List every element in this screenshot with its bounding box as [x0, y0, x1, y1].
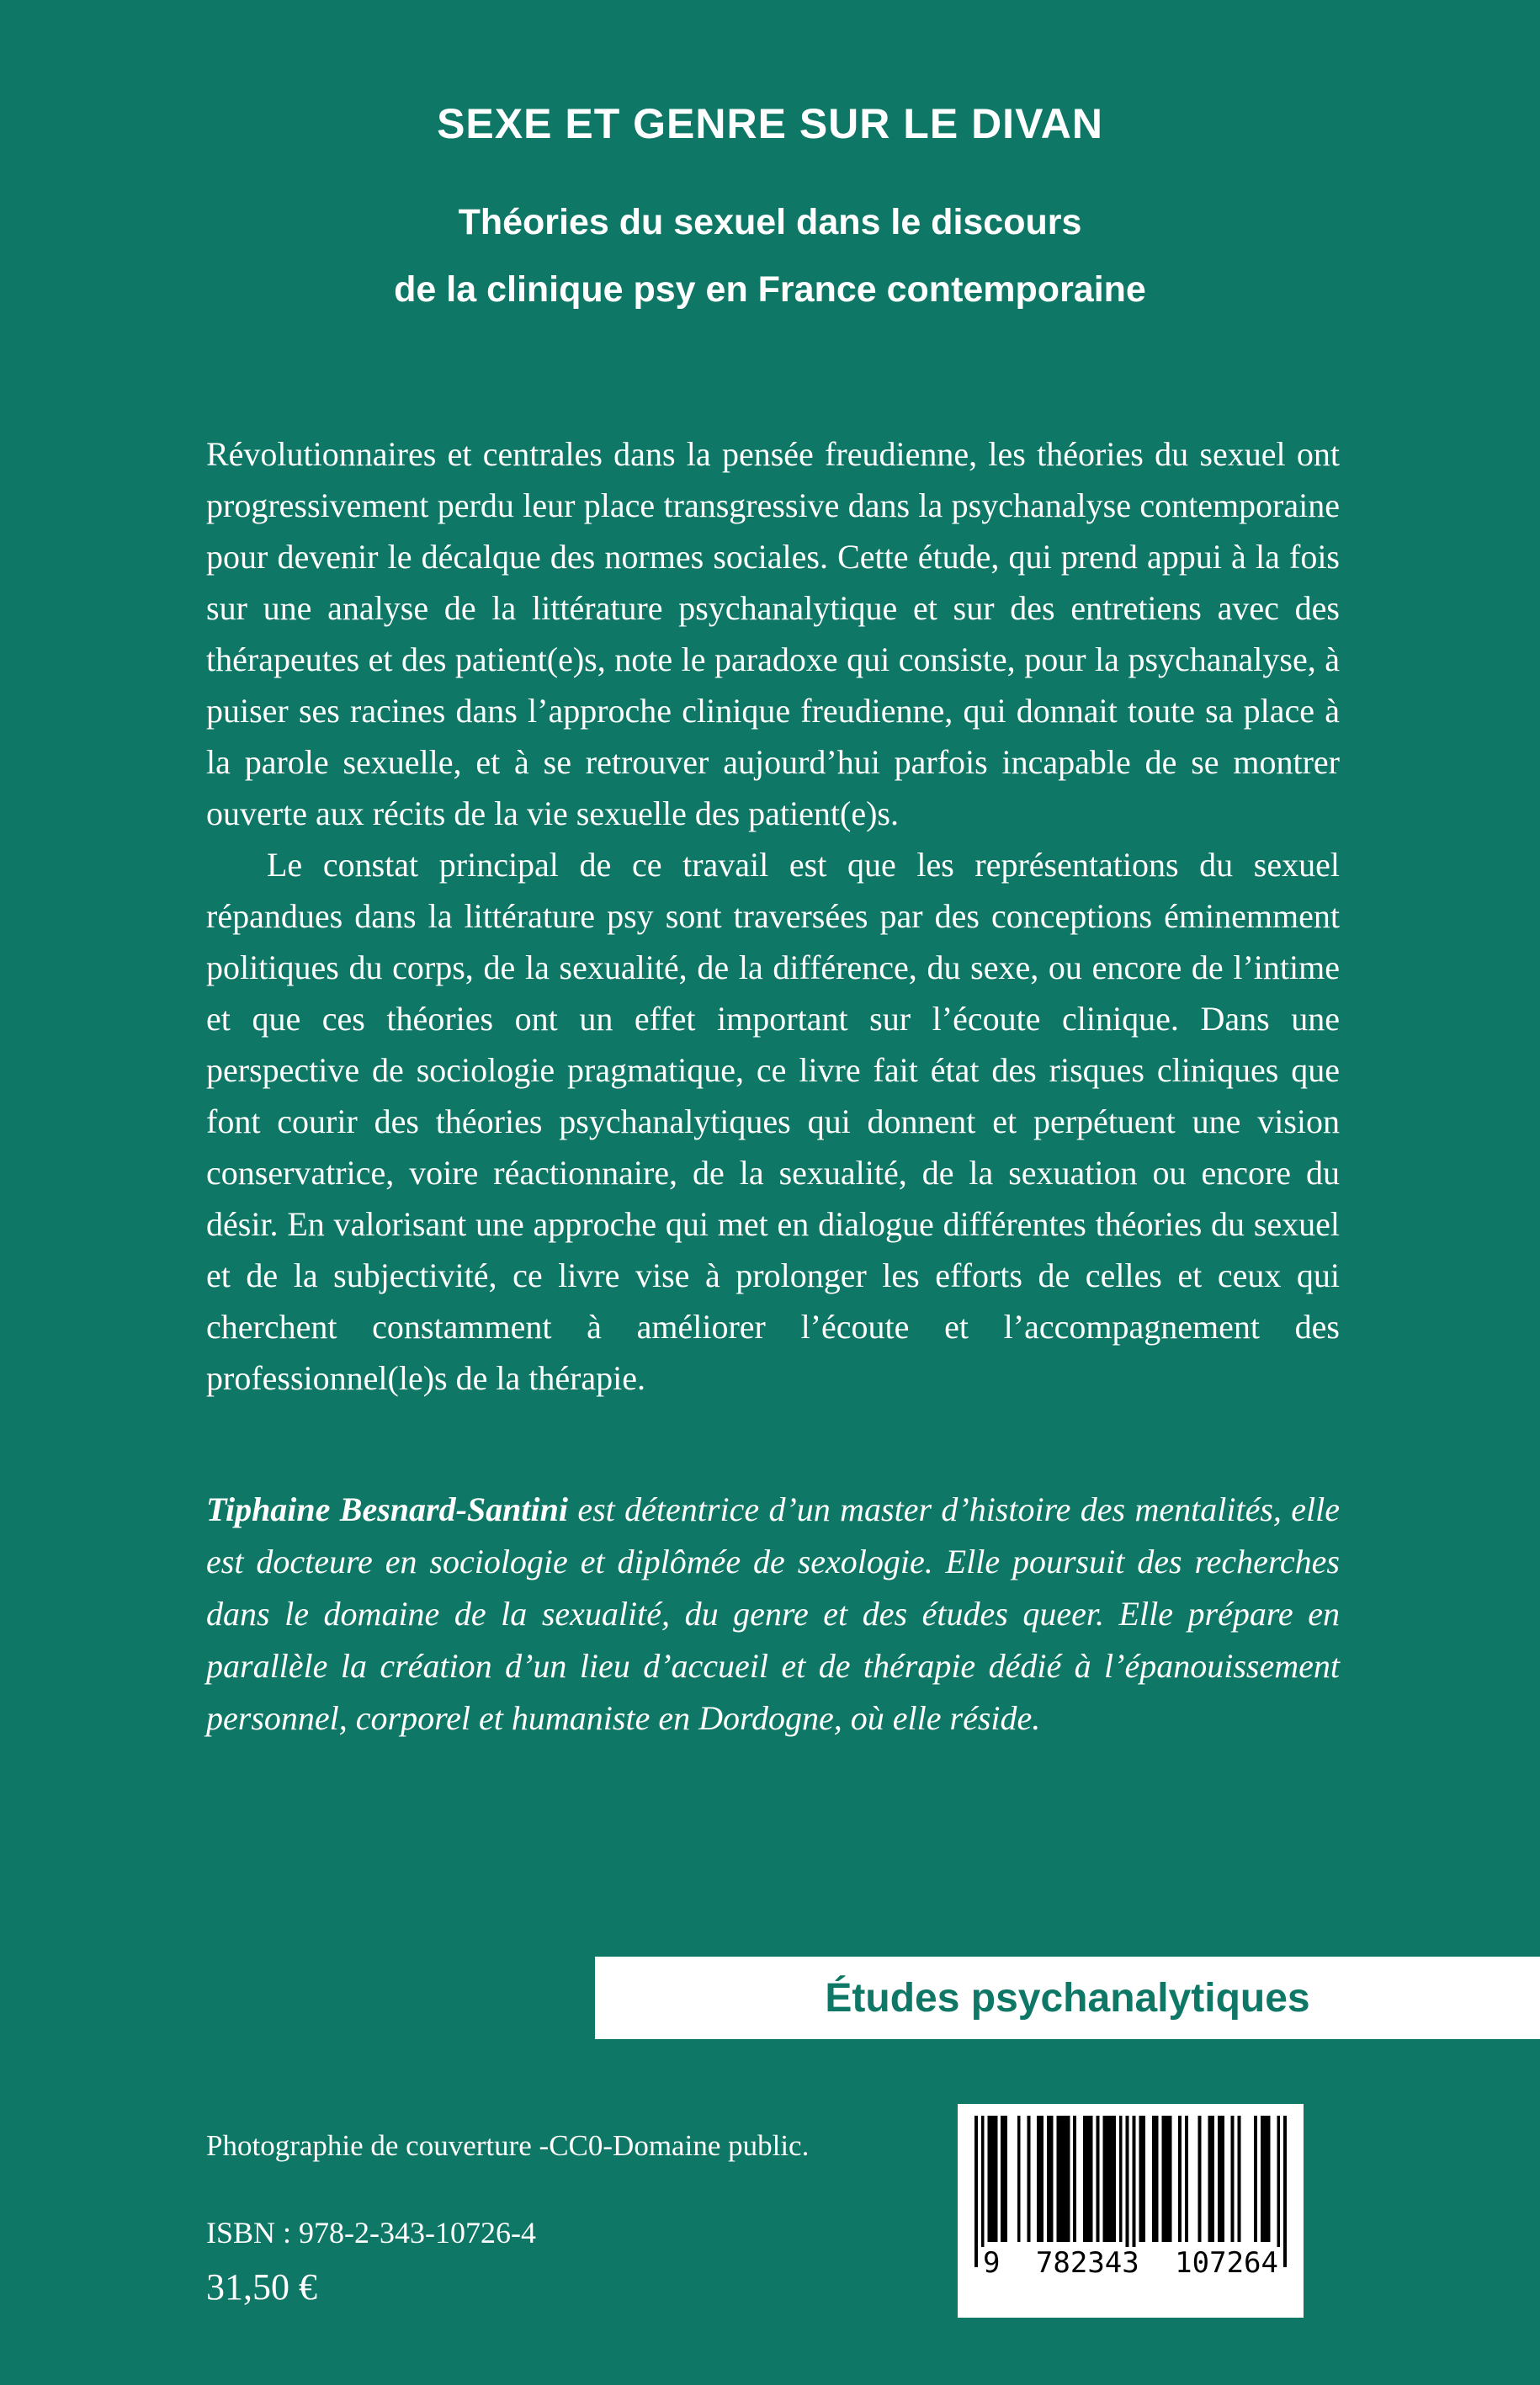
series-band — [595, 1957, 1540, 2039]
barcode-digit-group-3: 107264 — [1171, 2247, 1282, 2279]
price-text: 31,50 € — [206, 2266, 317, 2308]
barcode-digit-group-2: 782343 — [1033, 2247, 1143, 2279]
header-block — [0, 0, 1540, 323]
barcode-digit-group-1: 9 — [980, 2247, 1003, 2279]
subtitle-line-2: de la clinique psy en France contemporaine — [394, 269, 1146, 310]
series-label: Études psychanalytiques — [825, 1975, 1310, 2021]
barcode-bars — [974, 2116, 1287, 2267]
author-name: Tiphaine Besnard-Santini — [206, 1490, 568, 1528]
cover-photo-credit: Photographie de couverture -CC0-Domaine public. — [206, 2129, 810, 2162]
book-title: SEXE ET GENRE SUR LE DIVAN — [437, 100, 1103, 147]
barcode-box — [958, 2104, 1304, 2318]
subtitle-line-1: Théories du sexuel dans le discours — [458, 202, 1082, 242]
barcode-digits — [974, 2247, 1287, 2279]
isbn-text: ISBN : 978-2-343-10726-4 — [206, 2216, 536, 2250]
synopsis — [206, 428, 1340, 1404]
synopsis-paragraph-1: Révolutionnaires et centrales dans la pensée freudienne, les théories du sexuel ont progressivement perdu leur place transgressive dans la psychanalyse contemporaine pour devenir le décalque des normes sociales. Cette étude, qui prend appui à la fois sur une analyse de la littérature psychanalytique et sur des entretiens avec des thérapeutes et des patient(e)s, note le paradoxe qui consiste, pour la psychanalyse, à puiser ses racines dans l’approche clinique freudienne, qui donnait toute sa place à la parole sexuelle, et à se retrouver aujourd’hui parfois incapable de se montrer ouverte aux récits de la vie sexuelle des patient(e)s. — [206, 435, 1340, 832]
book-subtitle — [0, 189, 1540, 323]
content-block — [206, 428, 1340, 1745]
author-bio — [206, 1484, 1340, 1745]
synopsis-paragraph-2: Le constat principal de ce travail est que les représentations du sexuel répandues dans la littérature psy sont traversées par des conceptions éminemment politiques du corps, de la sexualité, de la différence, du sexe, ou encore de l’intime et que ces théories ont un effet important sur l’écoute clinique. Dans une perspective de sociologie pragmatique, ce livre fait état des risques cliniques que font courir des théories psychanalytiques qui donnent et perpétuent une vision conservatrice, voire réactionnaire, de la sexualité, de la sexuation ou encore du désir. En valorisant une approche qui met en dialogue différentes théories du sexuel et de la subjectivité, ce livre vise à prolonger les efforts de celles et ceux qui cherchent constamment à améliorer l’écoute et l’accompagnement des professionnel(le)s de la thérapie. — [206, 846, 1340, 1397]
author-bio-text: est détentrice d’un master d’histoire des mentalités, elle est docteure en sociologie et diplômée de sexologie. Elle poursuit des recherches dans le domaine de la sexualité, du genre et des études queer. Elle prépare en parallèle la création d’un lieu d’accueil et de thérapie dédié à l’épanouissement personnel, corporel et humaniste en Dordogne, où elle réside. — [206, 1490, 1340, 1737]
